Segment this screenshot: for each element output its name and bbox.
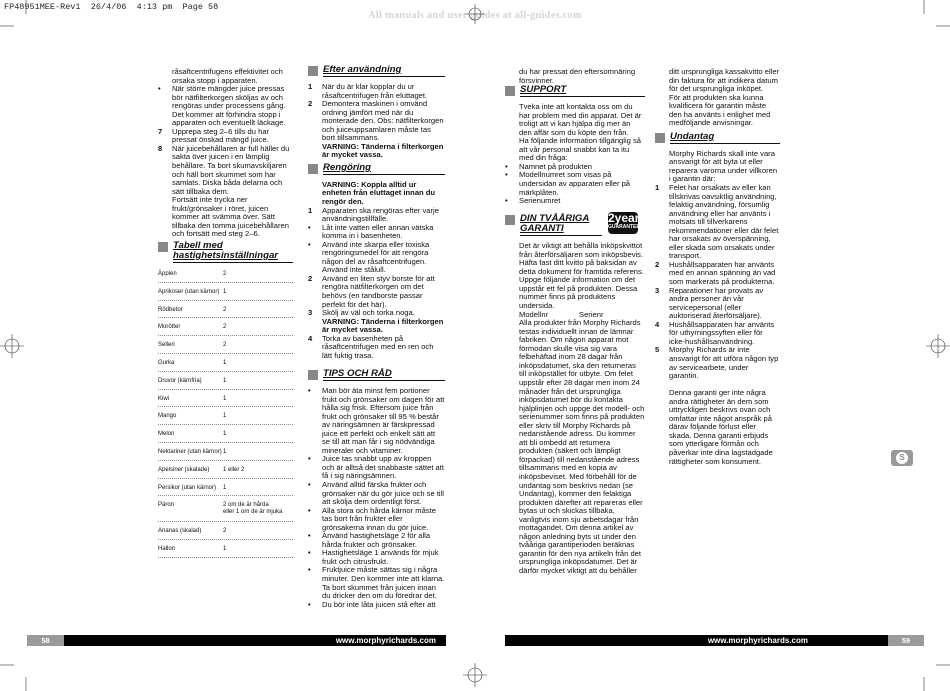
section-heading-speed-table: Tabell med hastighetsinställningar: [158, 241, 293, 263]
numbered-item: 2 Hushållsapparaten har använts med en annan spänning än vad som markerats på produkterna.: [655, 259, 776, 287]
paragraph: För att produkten ska kunna kvalificera för garantin måste den ha använts i enlighet med medföljande anvisningar.: [669, 92, 771, 128]
table-row: Ananas (skalad) 2: [158, 522, 293, 540]
bullet-item: • Modellnumret som visas på undersidan av apparaten eller på märkplåten.: [505, 170, 631, 197]
paragraph: ditt ursprungliga kassakvitto eller din faktura för att indikera datum för det ursprungliga inköpet.: [669, 67, 780, 94]
watermark: All manuals and user guides at all-guides.com: [368, 10, 582, 21]
bullet-item: • Alla stora och hårda kärnor måste tas bort från frukter eller grönsakerna innan du gör juice.: [308, 505, 436, 532]
bullet-item: • Låt inte vatten eller annan vätska komma in i basenheten.: [308, 222, 434, 241]
paragraph: Alla produkter från Morphy Richards testas individuellt innan de lämnar fabriken. Om någon apparat mot förmodan skulle visa sig vara felbehäftad inom 28 dagar från inköpsdatumet, ska den returneras till inköpstället för utbyte. Om felet uppstår efter 28 dagar men inom 24 månader från det ursprungliga inköpsdatumet bör du kontakta hjälplinjen och uppge det modell- och serienummer som finns på produkten eller skriv till Morphy Richards på nedanstående adress. Du kommer att bli ombedd att returnera produkten (säkert och lämpligt förpackad) till nedanstående adress tillsammans med en kopia av inköpsbeviset. Med förbehåll för de undantag som beskrivs nedan (se Undantag), kommer den felaktiga produkten därefter att repareras eller bytas ut och skickas tillbaka, vanligtvis inom sju arbetsdagar från mottagandet. Om denna artikel av någon anledning byts ut under den tvååriga garantiperioden beräknas garantin för den nya artikeln från det ursprungliga inköpsdatumet. Det är därför mycket viktigt att du behåller: [519, 318, 645, 575]
heading-marker-icon: [158, 242, 168, 252]
heading-marker-icon: [308, 370, 318, 380]
bullet-item: • Hastighetsläge 1 används för mjuk frukt och citrusfrukt.: [308, 548, 439, 566]
bullet-item: • Använd inte skarpa eller toxiska rengöringsmedel för att rengöra någon del av råsaftcentrifugen. Använd inte stålull.: [308, 239, 430, 275]
numbered-item-8: 8 När juicebehållaren är full häller du sakta över juicen i en lämplig behållare. Ta bort skumavskiljaren och häll bort skummet som har samlats. Diska båda delarna och sätt tillbaka dem.: [158, 143, 290, 196]
warning-text: VARNING: Tänderna i filterkorgen är mycket vassa.: [322, 316, 444, 335]
paragraph: Morphy Richards skall inte vara ansvarigt för att byta ut eller reparera varorna under villkoren i garantin där:: [669, 148, 778, 184]
language-tab: S: [891, 450, 913, 466]
bullet-item: • När större mängder juice pressas bör nätfilterkorgen sköljas av och rengöras under processens gång. Det kommer att förhindra stopp i apparaten och eventuellt läckage.: [158, 84, 286, 128]
column-4: [655, 68, 780, 466]
paragraph: du har pressat den eftersomnäring försvinner.: [519, 67, 636, 85]
numbered-item: 3 Skölj av väl och torka noga.: [308, 308, 415, 318]
numbered-item: 1 Felet har orsakats av eller kan tillskrivas oavsiktlig användning, felaktig användning, försumlig användning eller har använts i motsats till tillverkarens rekommendationer eller där felet har orsakats av överspänning, eller skada som orsakats under transport.: [655, 183, 779, 261]
heading-marker-icon: [308, 164, 318, 174]
heading-marker-icon: [505, 215, 515, 225]
paragraph: Ha följande information tillgänglig så att vår personal snabbt kan ta itu med din fråga:: [519, 136, 641, 163]
table-row: Gurka 1: [158, 354, 293, 372]
table-row: Morötter 2: [158, 318, 293, 336]
numbered-item: 2 Använd en liten styv borste för att rengöra nätfilterkorgen om det behövs (en tandborste passar perfekt för det här).: [308, 273, 435, 309]
table-row: Persikor (utan kärnor) 1: [158, 479, 293, 497]
bullet-item: • Juice tas snabbt upp av kroppen och är alltså det snabbaste sättet att få i sig näringsämnen.: [308, 454, 444, 481]
table-row: Druvor (kärnfria) 1: [158, 372, 293, 390]
section-heading-support: SUPPORT: [505, 85, 645, 97]
bullet-item: • Man bör äta minst fem portioner frukt och grönsaker om dagen för att hålla sig frisk. Eftersom juice från frukt och grönsaker till 95 % består av näringsämnen är färskpressad juice ett perfekt och enkelt sätt att se till att man får i sig nödvändiga mineraler och vitaminer.: [308, 385, 445, 455]
numbered-item: 3 Reparationer har provats av andra personer än vår servicepersonal (eller auktoriserad återförsäljare).: [655, 285, 764, 321]
numbered-item: 2 Demontera maskinen i omvänd ordning jämfört med när du monterade den. Obs: nätfilterkorgen och juiceuppsamlaren måste tas bort tillsammans.: [308, 99, 444, 143]
paragraph: Denna garanti ger inte några andra rättigheter än dem som uttryckligen beskrivs ovan och omfattar inte något anspråk på därav följande förlust eller skada. Denna garanti erbjuds som ytterligare förmån och påverkar inte dina lagstadgade rättigheter som konsument.: [669, 388, 773, 466]
heading-marker-icon: [655, 133, 665, 143]
section-heading-undantag: Undantag: [655, 132, 780, 144]
numbered-item-7: 7 Upprepa steg 2–6 tills du har pressat önskad mängd juice.: [158, 126, 270, 145]
bullet-item: • Använd hastighetsläge 2 för alla hårda frukter och grönsaker.: [308, 531, 431, 549]
page-number-right: 59: [888, 635, 924, 646]
column-3: [505, 68, 645, 576]
section-heading-rengoring: Rengöring: [308, 163, 445, 175]
table-row: Hallon 1: [158, 540, 293, 558]
table-row: Kiwi 1: [158, 390, 293, 408]
heading-marker-icon: [308, 66, 318, 76]
bullet-item: • Använd alltid färska frukter och grönsaker när du gör juice och se till att skölja dem ordentligt först.: [308, 479, 444, 507]
table-row: Mango 1: [158, 407, 293, 425]
bullet-item: • Du bör inte låta juicen stå efter att: [308, 599, 436, 609]
paragraph: Fortsätt inte trycka ner frukt/grönsaker i röret, juicen kommer att svämma över. Sätt tillbaka den tomma juicebehållaren och fortsätt med steg 2–6.: [172, 195, 289, 239]
table-row: Nektariner (utan kärnor) 1: [158, 443, 293, 461]
table-row: Aprikoser (utan kärnor) 1: [158, 283, 293, 301]
section-heading-garanti: DIN TVÅÅRIGA GARANTI 2year GUARANTEE: [505, 214, 645, 236]
table-row: Apelsiner (skalade) 1 eller 2: [158, 461, 293, 479]
table-row: Päron 2 om de är hårda eller 1 om de är mjuka: [158, 496, 293, 522]
section-heading-efter: Efter användning: [308, 65, 445, 77]
numbered-item: 1 Apparaten ska rengöras efter varje användningstillfälle.: [308, 205, 439, 224]
paragraph: Det är viktigt att behålla inköpskvittot från återförsäljaren som inköpsbevis. Häfta fast ditt kvitto på baksidan av detta dokument för framtida referens. Uppge följande information om det uppstår ett fel på produkten. Dessa nummer finns på produktens undersida.: [519, 241, 644, 311]
two-year-guarantee-badge-icon: 2year GUARANTEE: [608, 212, 638, 234]
section-heading-tips: TIPS OCH RÅD: [308, 369, 445, 381]
table-row: Rödbetor 2: [158, 301, 293, 319]
warning-text: VARNING: Koppla alltid ur enheten från eluttaget innan du rengör den.: [322, 179, 436, 207]
footer-url-right: www.morphyrichards.com: [505, 635, 888, 646]
numbered-item: 1 När du är klar kopplar du ur råsaftcentrifugen från eluttaget.: [308, 82, 428, 100]
paragraph: råsaftcentrifugens effektivitet och orsaka stopp i apparaten.: [172, 67, 283, 85]
bullet-item: • Serienumret: [505, 196, 561, 206]
table-row: Äpplen 2: [158, 265, 293, 283]
warning-text: VARNING: Tänderna i filterkorgen är mycket vassa.: [322, 141, 444, 160]
footer-url-left: www.morphyrichards.com: [64, 635, 446, 646]
numbered-item: 4 Hushållsapparaten har använts för uthyrningssyften eller för icke-hushållsanvändning.: [655, 319, 775, 346]
table-row: Selleri 2: [158, 336, 293, 354]
table-row: Melon 1: [158, 425, 293, 443]
numbered-item: 4 Torka av basenheten på råsaftcentrifugen med en ren och lätt fuktig trasa.: [308, 333, 434, 360]
model-serial-line: Modellnr Serienr: [519, 309, 604, 319]
paragraph: Tveka inte att kontakta oss om du har problem med din apparat. Det är troligt att vi kan hjälpa dig mer än den affär som du köpte den från.: [519, 102, 642, 137]
column-2: [308, 65, 445, 609]
numbered-item: 5 Morphy Richards är inte ansvarigt för att utföra någon typ av servicearbete, under garantin.: [655, 345, 779, 381]
heading-marker-icon: [505, 86, 515, 96]
bullet-item: • Fruktjuice måste sättas sig i några minuter. Den kommer inte att klarna. Ta bort skummet från juicen innan du dricker den om du föredrar det.: [308, 565, 445, 601]
speed-table: [158, 265, 293, 558]
bullet-item: • Namnet på produkten: [505, 161, 593, 171]
column-1: [158, 68, 293, 558]
printer-mark: FP48951MEE-Rev1 26/4/06 4:13 pm Page 58: [4, 2, 219, 12]
page-number-left: 58: [27, 635, 64, 646]
